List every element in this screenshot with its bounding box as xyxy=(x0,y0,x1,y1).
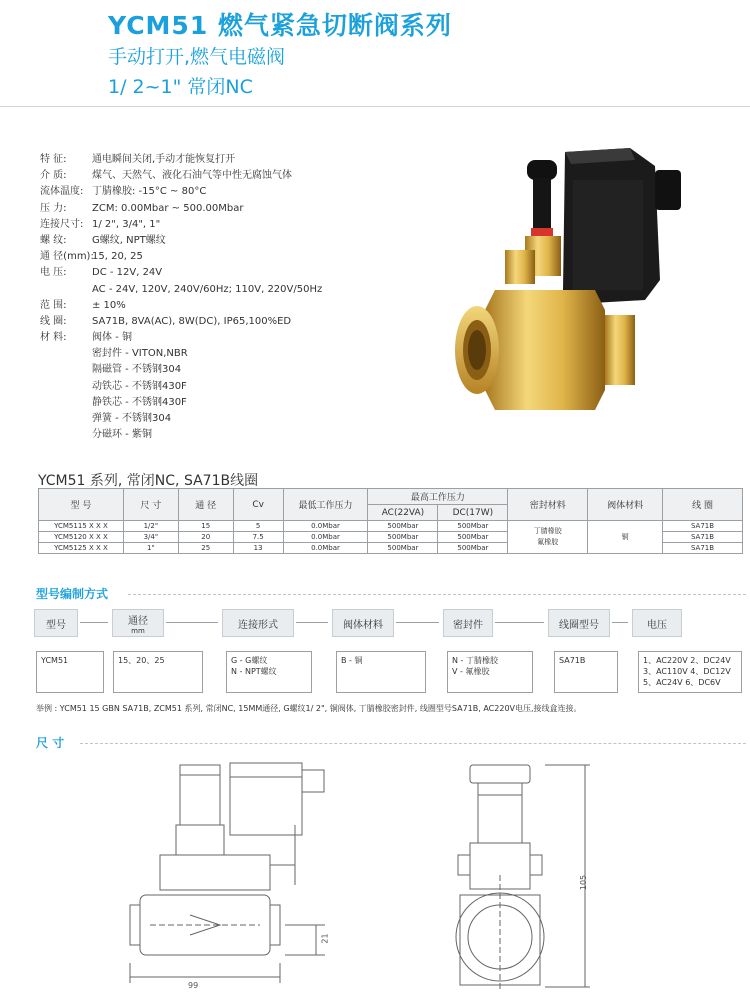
spec-key xyxy=(40,411,92,427)
code-connector xyxy=(166,622,218,623)
code-label-seal: 密封件 xyxy=(443,609,493,637)
model-table xyxy=(38,488,743,554)
front-view-drawing xyxy=(440,755,620,995)
cell-size: 1/2" xyxy=(123,521,178,532)
code-value-line: 3、AC110V 4、DC12V xyxy=(643,667,731,676)
subheader-ac: AC(22VA) xyxy=(368,505,438,521)
spec-key: 线 圈: xyxy=(40,315,67,327)
cell-model: YCM5120 X X X xyxy=(39,532,124,543)
page-subtitle: 手动打开,燃气电磁阀 xyxy=(108,46,286,68)
spec-value: 密封件 - VITON,NBR xyxy=(92,348,188,360)
spec-value: ZCM: 0.00Mbar ~ 500.00Mbar xyxy=(92,202,244,214)
spec-value: 弹簧 - 不锈钢304 xyxy=(92,413,172,424)
cell-coil: SA71B xyxy=(663,543,743,554)
header-divider xyxy=(0,106,750,107)
spec-value: 15, 20, 25 xyxy=(92,251,143,263)
bore-unit: mm xyxy=(131,626,145,635)
spec-row xyxy=(40,184,322,200)
spec-value: 隔磁管 - 不锈钢304 xyxy=(92,364,182,376)
inlet-height-label: 21 xyxy=(320,933,330,944)
spec-value: 分磁环 - 紫铜 xyxy=(92,429,152,441)
code-value-seal xyxy=(447,651,533,693)
code-connector xyxy=(495,622,544,623)
code-label-model: 型号 xyxy=(34,609,78,637)
coding-section-title: 型号编制方式 xyxy=(36,587,109,601)
spec-value: DC - 12V, 24V xyxy=(92,267,163,279)
cell-bore: 25 xyxy=(178,543,233,554)
page-title: YCM51 燃气紧急切断阀系列 xyxy=(108,11,452,40)
code-label-coil: 线圈型号 xyxy=(548,609,610,637)
spec-value: 动铁芯 - 不锈钢430F xyxy=(92,380,187,392)
cell-model: YCM5115 X X X xyxy=(39,521,124,532)
code-value-line: YCM51 xyxy=(41,656,69,665)
code-label-bore xyxy=(112,609,164,637)
cell-max-ac: 500Mbar xyxy=(368,532,438,543)
spec-value: 阀体 - 铜 xyxy=(92,332,132,344)
code-label-connection: 连接形式 xyxy=(222,609,294,637)
code-value-line: 1、AC220V 2、DC24V xyxy=(643,656,731,665)
code-connector xyxy=(396,622,439,623)
spec-row xyxy=(40,314,322,330)
code-value-line: B - 铜 xyxy=(341,656,363,665)
cell-min-pressure: 0.0Mbar xyxy=(283,532,368,543)
code-value-line: N - 丁腈橡胶 xyxy=(452,656,498,665)
spec-key: 压 力: xyxy=(40,202,67,214)
cell-size: 1" xyxy=(123,543,178,554)
code-value-voltage xyxy=(638,651,742,693)
header-coil: 线 圈 xyxy=(663,489,743,521)
cell-min-pressure: 0.0Mbar xyxy=(283,521,368,532)
cell-max-dc: 500Mbar xyxy=(438,543,508,554)
code-value-line: 5、AC24V 6、DC6V xyxy=(643,678,721,687)
spec-key: 特 征: xyxy=(40,154,67,165)
bore-label-text: 通径 xyxy=(128,615,148,627)
spec-value: G螺纹, NPT螺纹 xyxy=(92,234,166,246)
code-value-line: N - NPT螺纹 xyxy=(231,667,277,676)
cell-cv: 7.5 xyxy=(233,532,283,543)
cell-bore: 15 xyxy=(178,521,233,532)
cell-max-ac: 500Mbar xyxy=(368,543,438,554)
seal-nbr: 丁腈橡胶 xyxy=(533,527,562,535)
code-label-voltage: 电压 xyxy=(632,609,682,637)
spec-key: 螺 纹: xyxy=(40,234,67,246)
code-value-line: V - 氟橡胶 xyxy=(452,667,490,676)
spec-key xyxy=(40,282,92,298)
table-title: YCM51 系列, 常闭NC, SA71B线圈 xyxy=(38,473,259,489)
cell-max-dc: 500Mbar xyxy=(438,521,508,532)
spec-key: 通 径(mm): xyxy=(40,251,94,263)
spec-key: 介 质: xyxy=(40,170,67,182)
header-bore: 通 径 xyxy=(178,489,233,521)
spec-row xyxy=(40,362,322,378)
spec-list xyxy=(40,152,322,443)
spec-row xyxy=(40,379,322,395)
header-cv: Cv xyxy=(233,489,283,521)
spec-value: AC - 24V, 120V, 240V/60Hz; 110V, 220V/50Hz xyxy=(92,283,323,295)
seal-viton: 氟橡胶 xyxy=(537,538,559,546)
header-max-pressure: 最高工作压力 xyxy=(368,489,508,505)
spec-value: 通电瞬间关闭,手动才能恢复打开 xyxy=(92,154,236,165)
size-line: 1/ 2~1" 常闭NC xyxy=(108,76,253,98)
spec-row xyxy=(40,217,322,233)
spec-row xyxy=(40,249,322,265)
spec-row xyxy=(40,282,322,298)
spec-key xyxy=(40,379,92,395)
code-value-connection xyxy=(226,651,312,693)
code-value-line: G - G螺纹 xyxy=(231,656,268,665)
code-value-coil xyxy=(554,651,618,693)
spec-row xyxy=(40,330,322,346)
cell-bore: 20 xyxy=(178,532,233,543)
spec-row xyxy=(40,201,322,217)
spec-key: 材 料: xyxy=(40,332,67,344)
code-value-line: 15、20、25 xyxy=(118,656,165,665)
spec-row xyxy=(40,298,322,314)
spec-value: ± 10% xyxy=(92,299,126,311)
cell-coil: SA71B xyxy=(663,532,743,543)
header-body: 阀体材料 xyxy=(588,489,663,521)
dimensions-section-divider xyxy=(80,743,746,744)
dimensions-section-title: 尺 寸 xyxy=(36,736,65,750)
spec-row xyxy=(40,395,322,411)
spec-value: 煤气、天然气、液化石油气等中性无腐蚀气体 xyxy=(92,170,292,182)
code-connector xyxy=(296,622,328,623)
spec-row xyxy=(40,346,322,362)
spec-value: 丁腈橡胶: -15°C ~ 80°C xyxy=(92,186,207,198)
spec-key xyxy=(40,427,92,443)
spec-value: 1/ 2", 3/4", 1" xyxy=(92,218,161,230)
cell-cv: 5 xyxy=(233,521,283,532)
side-view-drawing xyxy=(120,755,350,995)
spec-key xyxy=(40,346,92,362)
spec-key: 范 围: xyxy=(40,299,67,311)
cell-seal xyxy=(508,521,588,554)
code-label-body-material: 阀体材料 xyxy=(332,609,394,637)
code-connector xyxy=(612,622,628,623)
cell-coil: SA71B xyxy=(663,521,743,532)
spec-key xyxy=(40,395,92,411)
cell-size: 3/4" xyxy=(123,532,178,543)
cell-max-ac: 500Mbar xyxy=(368,521,438,532)
cell-max-dc: 500Mbar xyxy=(438,532,508,543)
cell-min-pressure: 0.0Mbar xyxy=(283,543,368,554)
total-height-label: 105 xyxy=(579,874,589,891)
example-text: 举例 : YCM51 15 GBN SA71B, ZCM51 系列, 常闭NC, 15MM通径, G螺纹1/ 2", 铜阀体, 丁腈橡胶密封件, 线圈型号SA71B, AC220V电压,接线盒连接。 xyxy=(36,704,582,713)
code-connector xyxy=(80,622,108,623)
spec-value: SA71B, 8VA(AC), 8W(DC), IP65,100%ED xyxy=(92,315,292,327)
code-value-line: SA71B xyxy=(559,656,586,665)
header-size: 尺 寸 xyxy=(123,489,178,521)
cell-body-material: 铜 xyxy=(588,521,663,554)
subheader-dc: DC(17W) xyxy=(438,505,508,521)
code-value-body-material xyxy=(336,651,426,693)
header-seal: 密封材料 xyxy=(508,489,588,521)
width-dimension-label: 99 xyxy=(188,981,199,990)
cell-cv: 13 xyxy=(233,543,283,554)
cell-model: YCM5125 X X X xyxy=(39,543,124,554)
spec-value: 静铁芯 - 不锈钢430F xyxy=(92,396,187,408)
spec-row xyxy=(40,411,322,427)
code-value-bore xyxy=(113,651,203,693)
code-value-model xyxy=(36,651,104,693)
spec-row xyxy=(40,152,322,168)
spec-row xyxy=(40,265,322,281)
spec-row xyxy=(40,427,322,443)
coding-section-divider xyxy=(128,594,746,595)
spec-row xyxy=(40,168,322,184)
valve-product-image xyxy=(455,140,695,430)
spec-key: 连接尺寸: xyxy=(40,218,84,230)
spec-key: 流体温度: xyxy=(40,186,84,198)
spec-key: 电 压: xyxy=(40,267,67,279)
header-model: 型 号 xyxy=(39,489,124,521)
table-row xyxy=(39,521,743,532)
spec-key xyxy=(40,362,92,378)
spec-row xyxy=(40,233,322,249)
header-min-pressure: 最低工作压力 xyxy=(283,489,368,521)
